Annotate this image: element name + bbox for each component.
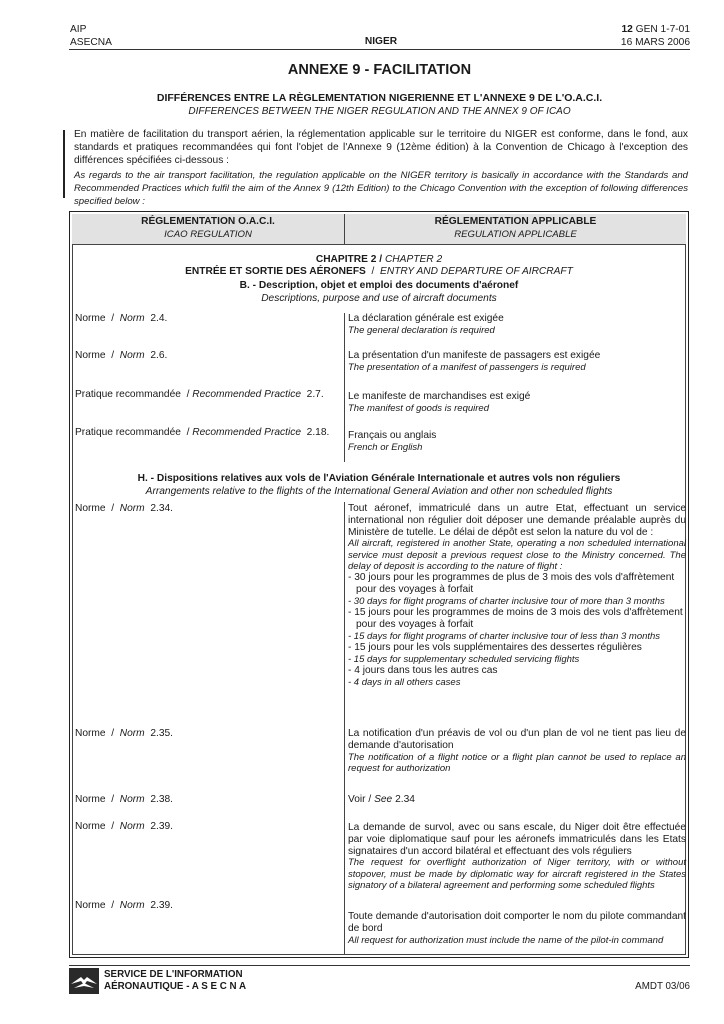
left-ref-2-18: Pratique recommandée / Recommended Practice 2.18. [75, 427, 330, 438]
col-header-icao [72, 215, 344, 241]
right-cell-2-7: Le manifeste de marchandises est exigé The manifest of goods is required [348, 391, 531, 414]
col-header-applicable [345, 215, 686, 241]
change-bar [63, 130, 65, 198]
right-cell-2-34: Tout aéronef, immatriculé dans un autre Etat, effectuant un service international non régulier doit déposer une demande préalable auprès du Ministère de tutelle. Le délai de dépôt est selon la nature du vol de : All aircraft, registered in another State, operating a non scheduled international service must deposit a previous request close to the Ministry concerned. The delay of deposit is according to the nature of flight : - 30 jours pour les programmes de plus de 3 mois des vols d'affrètement pour des voyages à forfait - 30 days for flight programs of charter inclusive tour of more than 3 months - 15 jours pour les programmes de moins de 3 mois des vols d'affrètement pour des voyages à forfait - 15 days for flight programs of charter inclusive tour of less than 3 months - 15 jours pour les vols supplémentaires des dessertes régulières - 15 days for supplementary scheduled servicing flights - 4 jours dans tous les autres cas - 4 days in all others cases [348, 503, 686, 688]
right-cell-2-18: Français ou anglais French or English [348, 430, 437, 453]
section-b-en: Descriptions, purpose and use of aircraft documents [261, 293, 497, 304]
left-ref-2-35: Norme / Norm 2.35. [75, 728, 174, 739]
page-title: ANNEXE 9 - FACILITATION [287, 62, 472, 78]
subtitle-en: DIFFERENCES BETWEEN THE NIGER REGULATION AND THE ANNEX 9 OF ICAO [188, 106, 571, 117]
list-item: - 30 days for flight programs of charter inclusive tour of more than 3 months [348, 595, 665, 607]
subtitle-fr: DIFFÉRENCES ENTRE LA RÈGLEMENTATION NIGERIENNE ET L'ANNEXE 9 DE L'O.A.C.I. [156, 92, 603, 104]
footer-line1: SERVICE DE L'INFORMATION [104, 969, 243, 980]
intro-fr: En matière de facilitation du transport aérien, la réglementation applicable sur le territoire du NIGER est conforme, dans le fond, aux standards et pratiques recommandées qui font l'objet de l'Annexe 9 (12ème édition) à la Convention de Chicago à l'exception des différences spécifiées ci-dessous : [74, 129, 688, 167]
section-b-fr: B. - Description, objet et emploi des documents d'aéronef [239, 280, 519, 291]
footer-rule [69, 965, 690, 966]
col-header-icao-fr: RÉGLEMENTATION O.A.C.I. [141, 216, 275, 227]
column-divider-1 [344, 313, 345, 462]
intro-en: As regards to the air transport facilitation, the regulation applicable on the NIGER territory is basically in accordance with the Standards and Recommended Practices which fulfil the aim of the Annex 9 (12th Edition) to the Chicago Convention with the exception of following differences specified below : [74, 169, 688, 208]
chapter-title: ENTRÉE ET SORTIE DES AÉRONEFS / ENTRY AND DEPARTURE OF AIRCRAFT [185, 266, 573, 277]
list-item: - 15 days for flight programs of charter inclusive tour of less than 3 months [348, 630, 661, 642]
header-rule [69, 49, 690, 50]
list-item: - 15 jours pour les programmes de moins de 3 mois des vols d'affrètement pour des voyages à forfait [348, 607, 683, 630]
footer-amendment: AMDT 03/06 [635, 981, 690, 992]
left-ref-2-39-b: Norme / Norm 2.39. [75, 900, 174, 911]
footer-line2: AÉRONAUTIQUE - A S E C N A [104, 981, 247, 993]
col-header-applicable-en: REGULATION APPLICABLE [454, 229, 577, 240]
section-h-fr: H. - Dispositions relatives aux vols de l'Aviation Générale Internationale et autres vols non réguliers [137, 473, 621, 484]
section-h-en: Arrangements relative to the flights of the International General Aviation and other non scheduled flights [145, 486, 613, 497]
left-ref-2-7: Pratique recommandée / Recommended Practice 2.7. [75, 389, 324, 400]
header-asecna: ASECNA [70, 37, 112, 48]
right-cell-2-38: Voir / See 2.34 [348, 794, 415, 805]
header-right [621, 23, 690, 49]
list-item: - 15 days for supplementary scheduled servicing flights [348, 653, 580, 665]
left-ref-2-39: Norme / Norm 2.39. [75, 821, 174, 832]
header-aip: AIP [70, 24, 87, 35]
right-cell-2-39-a: La demande de survol, avec ou sans escale, du Niger doit être effectuée par voie diplomatique sauf pour les aéronefs immatriculés dans les Etats signataires d'un accord bilatéral et effectuant des vols réguliers The request for overflight authorization of Niger territory, with or without stopover, must be made by diplomatic way for aircraft registered in the States signatory of a bilateral agreement and performing some scheduled flights [348, 822, 686, 891]
header-date: 16 MARS 2006 [620, 37, 690, 48]
right-cell-2-6: La présentation d'un manifeste de passagers est exigée The presentation of a manifest of passengers is required [348, 350, 601, 373]
right-cell-2-39-b: Toute demande d'autorisation doit comporter le nom du pilote commandant de bord All request for authorization must include the name of the pilot-in command [348, 911, 686, 946]
right-cell-2-4: La déclaration générale est exigée The general declaration is required [348, 313, 504, 336]
list-item: - 4 jours dans tous les autres cas [348, 665, 498, 677]
left-ref-2-38: Norme / Norm 2.38. [75, 794, 174, 805]
page-number: 12 [621, 24, 633, 35]
column-divider-2 [344, 502, 345, 955]
list-item: - 15 jours pour les vols supplémentaires des dessertes régulières [348, 642, 642, 654]
col-header-applicable-fr: RÉGLEMENTATION APPLICABLE [434, 216, 597, 227]
page-ref: GEN 1-7-01 [635, 24, 690, 35]
list-item: - 4 days in all others cases [348, 676, 461, 688]
intro-paragraph [74, 128, 688, 208]
footer-service [104, 969, 246, 993]
asecna-logo-icon [69, 968, 99, 994]
list-item: - 30 jours pour les programmes de plus de 3 mois des vols d'affrètement pour des voyages à forfait [348, 572, 675, 596]
chapter-heading: CHAPITRE 2 / CHAPTER 2 [315, 254, 443, 265]
right-cell-2-35: La notification d'un préavis de vol ou d'un plan de vol ne tient pas lieu de demande d'autorisation The notification of a flight notice or a flight plan cannot be used to replace an request for authorization [348, 728, 686, 774]
left-ref-2-34: Norme / Norm 2.34. [75, 503, 174, 514]
header-country: NIGER [364, 36, 398, 47]
left-ref-2-6: Norme / Norm 2.6. [75, 350, 168, 361]
col-header-icao-en: ICAO REGULATION [164, 229, 252, 240]
left-ref-2-4: Norme / Norm 2.4. [75, 313, 168, 324]
